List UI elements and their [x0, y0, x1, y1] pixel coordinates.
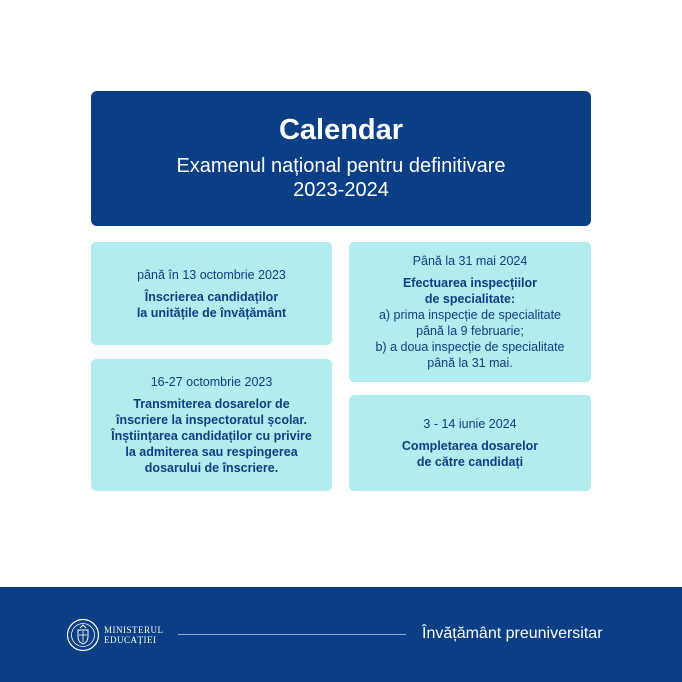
card-line: Completarea dosarelor [401, 439, 539, 453]
page-subtitle: Examenul național pentru definitivare [176, 155, 506, 177]
card-line: la admiterea sau respingerea [125, 445, 298, 459]
page-year: 2023-2024 [293, 179, 389, 201]
page-title: Calendar [278, 114, 404, 146]
card-line: b) a doua inspecție de specialitate [375, 340, 565, 354]
ministry-name [104, 625, 164, 645]
ministry-line: MINISTERUL [104, 625, 164, 635]
footer-bar [0, 587, 682, 682]
card-date: până în 13 octombrie 2023 [137, 267, 286, 282]
calendar-card-inspections [349, 242, 591, 382]
card-line: Înscrierea candidaților [144, 289, 279, 304]
calendar-card-completion [349, 395, 591, 491]
card-line: până la 9 februarie; [416, 324, 524, 338]
header-banner [91, 91, 591, 226]
card-line: a) prima inspecție de specialitate [378, 308, 562, 322]
card-line: Înștiințarea candidaților cu privire [111, 429, 312, 443]
card-line: până la 31 mai. [427, 356, 513, 370]
calendar-card-files [91, 359, 332, 491]
card-line: la unitățile de învățământ [136, 305, 287, 320]
footer-label: Învățământ preuniversitar [422, 625, 603, 642]
card-line: Efectuarea inspecțiilor [402, 276, 538, 290]
card-line: de către candidați [416, 455, 524, 469]
ministry-line: EDUCAȚIEI [104, 635, 157, 645]
coat-of-arms-icon [66, 618, 100, 652]
card-line: de specialitate: [424, 292, 516, 306]
card-line: înscriere la inspectoratul școlar. [115, 413, 308, 427]
footer-divider [178, 634, 406, 635]
card-date: 3 - 14 iunie 2024 [423, 417, 517, 431]
card-date: 16-27 octombrie 2023 [150, 375, 273, 389]
card-line: dosarului de înscriere. [144, 461, 279, 475]
card-line: Transmiterea dosarelor de [133, 397, 290, 411]
card-date: Până la 31 mai 2024 [412, 254, 528, 268]
calendar-card-registration [91, 242, 332, 345]
